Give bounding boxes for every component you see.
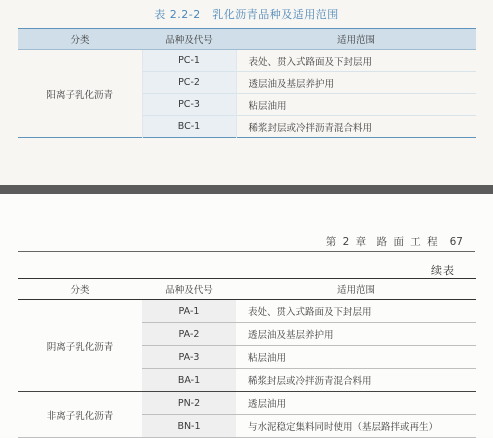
header-rule xyxy=(18,251,475,252)
usage-cell: 稀浆封层或冷拌沥青混合料用 xyxy=(248,122,373,134)
code-cell: PA-3 xyxy=(142,346,236,369)
code-cell: PC-3 xyxy=(142,94,236,116)
usage-cell: 透层油及基层养护用 xyxy=(248,78,335,90)
usage-cell: 粘层油用 xyxy=(248,100,287,112)
code-cell: BA-1 xyxy=(142,369,236,392)
code-cell: PC-1 xyxy=(142,50,236,72)
code-cell: PC-2 xyxy=(142,72,236,94)
code-cell: PN-2 xyxy=(142,392,236,415)
usage-cell: 透层油用 xyxy=(248,399,287,410)
header-usage: 适用范围 xyxy=(236,279,476,300)
continued-label: 续表 xyxy=(431,264,455,277)
chapter-heading: 第 2 章 路 面 工 程 xyxy=(325,236,438,248)
category-cell: 阳离子乳化沥青 xyxy=(46,89,113,101)
page-number: 67 xyxy=(449,236,463,248)
table-row xyxy=(18,392,476,415)
usage-cell: 透层油及基层养护用 xyxy=(248,330,334,341)
emulsified-asphalt-table xyxy=(18,28,476,138)
category-cell: 非离子乳化沥青 xyxy=(46,410,114,422)
usage-cell: 稀浆封层或冷拌沥青混合料用 xyxy=(248,376,372,387)
code-cell: BN-1 xyxy=(142,415,236,438)
usage-cell: 表处、贯入式路面及下封层用 xyxy=(248,307,372,318)
code-cell: BC-1 xyxy=(142,116,236,138)
header-category: 分类 xyxy=(18,279,142,300)
header-code: 品种及代号 xyxy=(142,279,236,300)
running-head xyxy=(326,234,463,249)
page-divider xyxy=(0,185,493,194)
continued-table xyxy=(18,278,476,438)
header-usage: 适用范围 xyxy=(236,29,476,50)
table-row xyxy=(18,50,476,72)
usage-cell: 表处、贯入式路面及下封层用 xyxy=(248,56,373,68)
code-cell: PA-2 xyxy=(142,323,236,346)
usage-cell: 粘层油用 xyxy=(248,353,287,364)
header-code: 品种及代号 xyxy=(142,29,236,50)
upper-page xyxy=(0,0,493,185)
usage-cell: 与水泥稳定集料同时使用（基层路拌或再生） xyxy=(248,422,439,433)
table-row xyxy=(18,300,476,323)
lower-page xyxy=(0,194,493,435)
category-cell: 阴离子乳化沥青 xyxy=(46,341,114,353)
table-title: 表 2.2-2 乳化沥青品种及适用范围 xyxy=(154,8,339,21)
code-cell: PA-1 xyxy=(142,300,236,323)
header-category: 分类 xyxy=(18,29,142,50)
